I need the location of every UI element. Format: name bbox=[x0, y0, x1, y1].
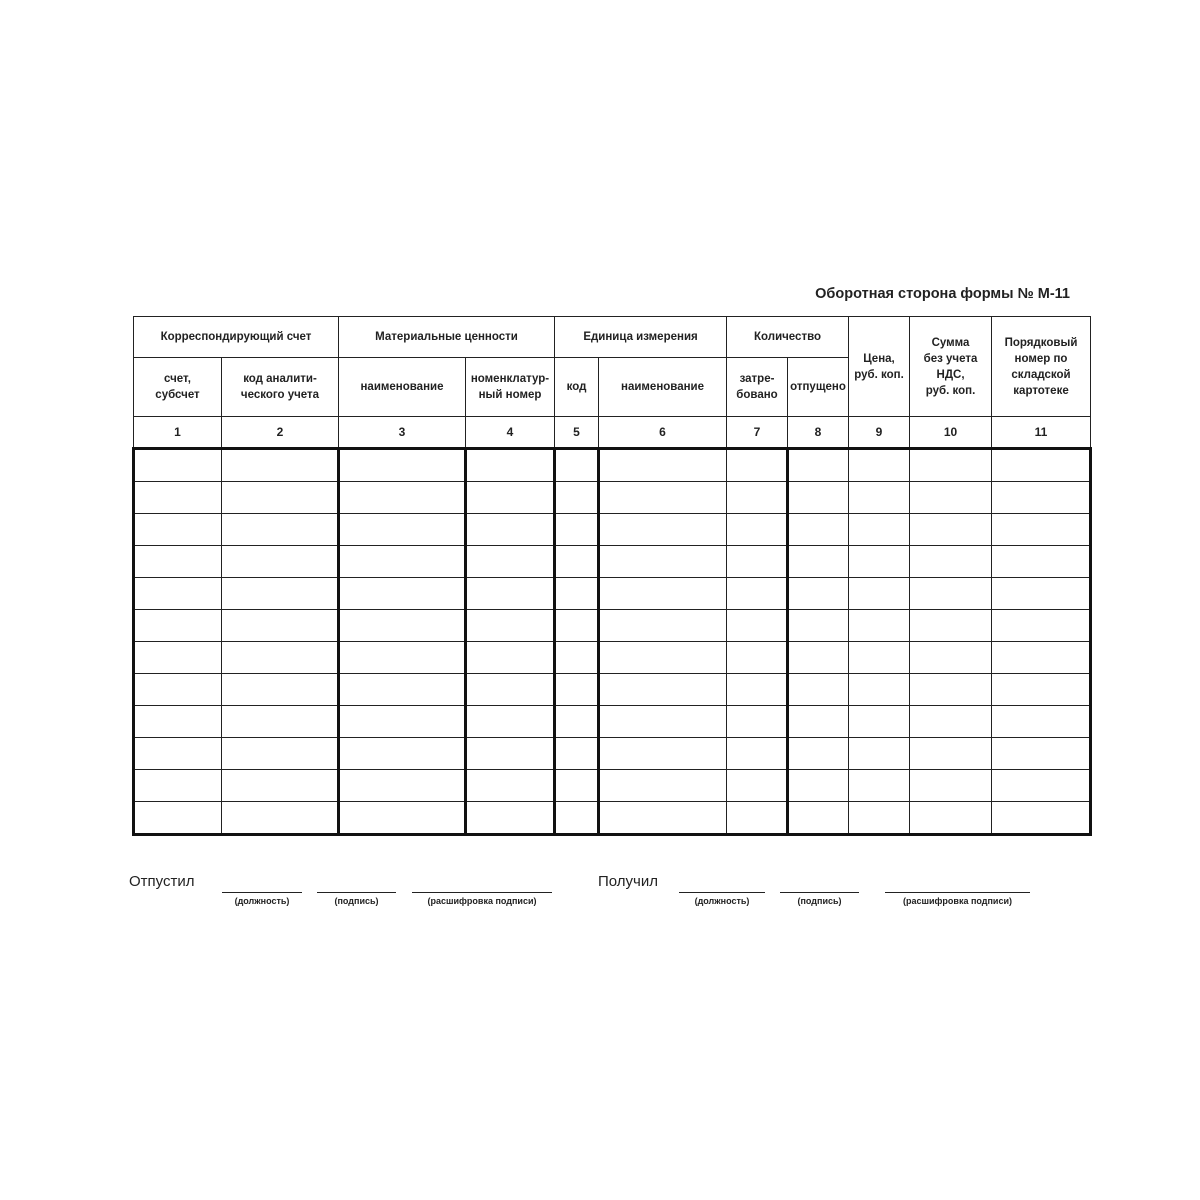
table-cell[interactable] bbox=[222, 610, 339, 642]
table-cell[interactable] bbox=[727, 770, 788, 802]
column-number: 1 bbox=[134, 417, 222, 449]
table-cell[interactable] bbox=[788, 482, 849, 514]
table-cell[interactable] bbox=[466, 482, 555, 514]
table-cell[interactable] bbox=[555, 578, 599, 610]
table-cell[interactable] bbox=[599, 578, 727, 610]
subheader-account: счет, субсчет bbox=[134, 358, 222, 417]
table-cell[interactable] bbox=[599, 770, 727, 802]
header-row-groups bbox=[134, 317, 1091, 358]
table-cell[interactable] bbox=[992, 482, 1091, 514]
table-cell[interactable] bbox=[910, 738, 992, 770]
released-by-decoding-field[interactable] bbox=[412, 892, 552, 908]
table-cell[interactable] bbox=[466, 706, 555, 738]
table-cell[interactable] bbox=[849, 546, 910, 578]
table-cell[interactable] bbox=[910, 706, 992, 738]
table-cell[interactable] bbox=[466, 674, 555, 706]
table-cell[interactable] bbox=[849, 770, 910, 802]
table-cell[interactable] bbox=[910, 642, 992, 674]
table-cell[interactable] bbox=[134, 642, 222, 674]
table-cell[interactable] bbox=[910, 449, 992, 482]
table-cell[interactable] bbox=[339, 738, 466, 770]
table-cell[interactable] bbox=[788, 738, 849, 770]
table-row bbox=[134, 770, 1091, 802]
table-cell[interactable] bbox=[992, 449, 1091, 482]
signature-hint: (подпись) bbox=[797, 896, 842, 906]
table-row bbox=[134, 514, 1091, 546]
released-by-signature-field[interactable] bbox=[317, 892, 396, 908]
table-cell[interactable] bbox=[466, 514, 555, 546]
table-cell[interactable] bbox=[992, 514, 1091, 546]
table-row bbox=[134, 610, 1091, 642]
table-cell[interactable] bbox=[222, 482, 339, 514]
table-cell[interactable] bbox=[466, 578, 555, 610]
table-cell[interactable] bbox=[555, 546, 599, 578]
table-cell[interactable] bbox=[992, 546, 1091, 578]
table-cell[interactable] bbox=[727, 482, 788, 514]
header-price: Цена, руб. коп. bbox=[849, 317, 910, 417]
subheader-unit-code: код bbox=[555, 358, 599, 417]
table-cell[interactable] bbox=[849, 642, 910, 674]
table-cell[interactable] bbox=[788, 674, 849, 706]
table-cell[interactable] bbox=[910, 514, 992, 546]
table-cell[interactable] bbox=[599, 482, 727, 514]
table-cell[interactable] bbox=[849, 610, 910, 642]
table-cell[interactable] bbox=[466, 546, 555, 578]
subheader-unit-name: наименование bbox=[599, 358, 727, 417]
table-cell[interactable] bbox=[222, 642, 339, 674]
table-cell[interactable] bbox=[992, 802, 1091, 835]
table-cell[interactable] bbox=[849, 802, 910, 835]
table-cell[interactable] bbox=[222, 802, 339, 835]
table-cell[interactable] bbox=[727, 738, 788, 770]
table-cell[interactable] bbox=[222, 514, 339, 546]
subheader-requested: затре- бовано bbox=[727, 358, 788, 417]
table-cell[interactable] bbox=[788, 802, 849, 835]
table-cell[interactable] bbox=[599, 738, 727, 770]
table-cell[interactable] bbox=[849, 514, 910, 546]
table-cell[interactable] bbox=[339, 482, 466, 514]
table-row bbox=[134, 546, 1091, 578]
column-number: 3 bbox=[339, 417, 466, 449]
table-cell[interactable] bbox=[727, 802, 788, 835]
table-cell[interactable] bbox=[910, 770, 992, 802]
table-cell[interactable] bbox=[992, 738, 1091, 770]
table-cell[interactable] bbox=[599, 449, 727, 482]
table-row bbox=[134, 578, 1091, 610]
table-cell[interactable] bbox=[222, 578, 339, 610]
table-body bbox=[134, 449, 1091, 835]
table-row bbox=[134, 674, 1091, 706]
table-cell[interactable] bbox=[339, 449, 466, 482]
table-cell[interactable] bbox=[992, 706, 1091, 738]
table-cell[interactable] bbox=[466, 802, 555, 835]
table-cell[interactable] bbox=[849, 738, 910, 770]
table-row bbox=[134, 706, 1091, 738]
table-cell[interactable] bbox=[555, 674, 599, 706]
received-by-position-field[interactable] bbox=[679, 892, 765, 908]
table-cell[interactable] bbox=[849, 578, 910, 610]
table-cell[interactable] bbox=[992, 642, 1091, 674]
table-cell[interactable] bbox=[599, 546, 727, 578]
header-sum: Сумма без учета НДС, руб. коп. bbox=[910, 317, 992, 417]
form-title: Оборотная сторона формы № М-11 bbox=[815, 286, 1070, 302]
table-cell[interactable] bbox=[992, 610, 1091, 642]
header-quantity: Количество bbox=[727, 317, 849, 358]
table-cell[interactable] bbox=[222, 706, 339, 738]
table-cell[interactable] bbox=[992, 770, 1091, 802]
subheader-released: отпущено bbox=[788, 358, 849, 417]
table-cell[interactable] bbox=[134, 546, 222, 578]
table-cell[interactable] bbox=[788, 578, 849, 610]
subheader-nomenclature-number: номенклатур- ный номер bbox=[466, 358, 555, 417]
header-corr-account: Корреспондирующий счет bbox=[134, 317, 339, 358]
table-row bbox=[134, 642, 1091, 674]
table-cell[interactable] bbox=[134, 610, 222, 642]
table-cell[interactable] bbox=[727, 578, 788, 610]
table-cell[interactable] bbox=[339, 706, 466, 738]
column-number: 4 bbox=[466, 417, 555, 449]
table-cell[interactable] bbox=[849, 482, 910, 514]
table-cell[interactable] bbox=[910, 546, 992, 578]
table-row bbox=[134, 449, 1091, 482]
header-unit: Единица измерения bbox=[555, 317, 727, 358]
table-cell[interactable] bbox=[910, 578, 992, 610]
table-cell[interactable] bbox=[466, 738, 555, 770]
table-cell[interactable] bbox=[555, 706, 599, 738]
received-by-decoding-field[interactable] bbox=[885, 892, 1030, 908]
position-hint: (должность) bbox=[234, 896, 290, 906]
table-cell[interactable] bbox=[910, 482, 992, 514]
table-cell[interactable] bbox=[849, 674, 910, 706]
table-cell[interactable] bbox=[134, 482, 222, 514]
table-cell[interactable] bbox=[849, 706, 910, 738]
column-number: 9 bbox=[849, 417, 910, 449]
table-row bbox=[134, 738, 1091, 770]
column-number: 6 bbox=[599, 417, 727, 449]
table-cell[interactable] bbox=[599, 802, 727, 835]
table-cell[interactable] bbox=[222, 546, 339, 578]
table-cell[interactable] bbox=[727, 514, 788, 546]
table-cell[interactable] bbox=[134, 674, 222, 706]
table-cell[interactable] bbox=[222, 674, 339, 706]
table-cell[interactable] bbox=[910, 674, 992, 706]
table-cell[interactable] bbox=[466, 449, 555, 482]
position-hint: (должность) bbox=[694, 896, 750, 906]
table-cell[interactable] bbox=[555, 642, 599, 674]
table-cell[interactable] bbox=[339, 578, 466, 610]
table-cell[interactable] bbox=[222, 738, 339, 770]
table-cell[interactable] bbox=[788, 546, 849, 578]
table-cell[interactable] bbox=[788, 706, 849, 738]
table-cell[interactable] bbox=[339, 514, 466, 546]
table-cell[interactable] bbox=[992, 578, 1091, 610]
table-cell[interactable] bbox=[727, 449, 788, 482]
table-cell[interactable] bbox=[788, 642, 849, 674]
table-cell[interactable] bbox=[910, 610, 992, 642]
table-cell[interactable] bbox=[555, 610, 599, 642]
header-order-number: Порядковый номер по складской картотеке bbox=[992, 317, 1091, 417]
table-cell[interactable] bbox=[134, 770, 222, 802]
table-cell[interactable] bbox=[788, 449, 849, 482]
table-cell[interactable] bbox=[599, 514, 727, 546]
column-number: 5 bbox=[555, 417, 599, 449]
table-cell[interactable] bbox=[555, 802, 599, 835]
column-number: 8 bbox=[788, 417, 849, 449]
table-cell[interactable] bbox=[134, 514, 222, 546]
table-cell[interactable] bbox=[222, 449, 339, 482]
subheader-material-name: наименование bbox=[339, 358, 466, 417]
decoding-hint: (расшифровка подписи) bbox=[903, 896, 1012, 906]
table-cell[interactable] bbox=[727, 610, 788, 642]
received-by-signature-field[interactable] bbox=[780, 892, 859, 908]
table-cell[interactable] bbox=[727, 674, 788, 706]
table-cell[interactable] bbox=[992, 674, 1091, 706]
released-by-label: Отпустил bbox=[129, 873, 195, 890]
table-row bbox=[134, 802, 1091, 835]
column-number: 7 bbox=[727, 417, 788, 449]
table-cell[interactable] bbox=[134, 578, 222, 610]
table-cell[interactable] bbox=[339, 802, 466, 835]
table-cell[interactable] bbox=[222, 770, 339, 802]
table-cell[interactable] bbox=[134, 449, 222, 482]
table-cell[interactable] bbox=[599, 674, 727, 706]
column-number: 10 bbox=[910, 417, 992, 449]
table-cell[interactable] bbox=[727, 706, 788, 738]
table-cell[interactable] bbox=[910, 802, 992, 835]
table-cell[interactable] bbox=[788, 770, 849, 802]
table-cell[interactable] bbox=[339, 770, 466, 802]
received-by-label: Получил bbox=[598, 873, 658, 890]
table-cell[interactable] bbox=[727, 642, 788, 674]
table-cell[interactable] bbox=[788, 514, 849, 546]
table-cell[interactable] bbox=[134, 738, 222, 770]
table-cell[interactable] bbox=[339, 610, 466, 642]
table-row bbox=[134, 482, 1091, 514]
table-cell[interactable] bbox=[466, 642, 555, 674]
table-cell[interactable] bbox=[849, 449, 910, 482]
released-by-position-field[interactable] bbox=[222, 892, 302, 908]
column-number: 11 bbox=[992, 417, 1091, 449]
table-cell[interactable] bbox=[555, 738, 599, 770]
table-cell[interactable] bbox=[788, 610, 849, 642]
table-cell[interactable] bbox=[555, 449, 599, 482]
decoding-hint: (расшифровка подписи) bbox=[427, 896, 537, 906]
materials-table bbox=[132, 316, 1092, 836]
signature-hint: (подпись) bbox=[334, 896, 379, 906]
table-cell[interactable] bbox=[339, 674, 466, 706]
table-cell[interactable] bbox=[134, 802, 222, 835]
table-cell[interactable] bbox=[555, 514, 599, 546]
table-cell[interactable] bbox=[339, 642, 466, 674]
table-cell[interactable] bbox=[339, 546, 466, 578]
table-cell[interactable] bbox=[466, 770, 555, 802]
table-cell[interactable] bbox=[134, 706, 222, 738]
table-cell[interactable] bbox=[555, 482, 599, 514]
table-cell[interactable] bbox=[555, 770, 599, 802]
table-cell[interactable] bbox=[727, 546, 788, 578]
subheader-analytic-code: код аналити- ческого учета bbox=[222, 358, 339, 417]
table-cell[interactable] bbox=[599, 642, 727, 674]
table-cell[interactable] bbox=[599, 706, 727, 738]
table-cell[interactable] bbox=[599, 610, 727, 642]
column-number: 2 bbox=[222, 417, 339, 449]
table-cell[interactable] bbox=[466, 610, 555, 642]
column-number-row bbox=[134, 417, 1091, 449]
header-materials: Материальные ценности bbox=[339, 317, 555, 358]
